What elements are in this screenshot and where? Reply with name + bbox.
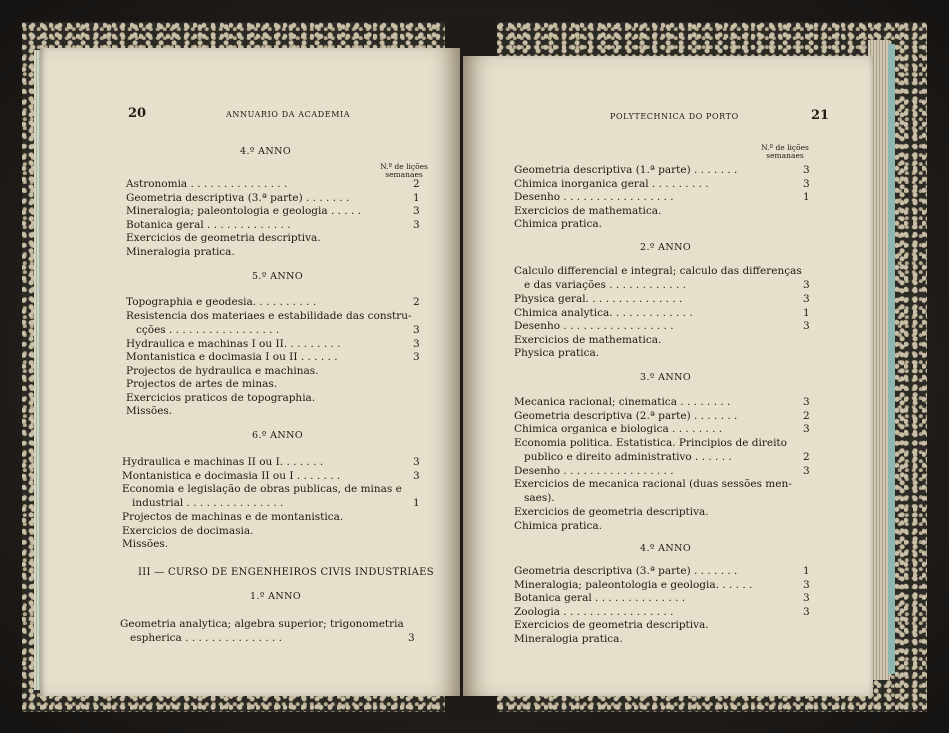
list-item — [514, 164, 814, 178]
weekly-lessons-count: 3 — [408, 632, 415, 644]
list-item — [126, 178, 426, 192]
list-item — [126, 219, 426, 233]
list-item — [126, 232, 426, 246]
course-label: Physica pratica. — [514, 347, 600, 359]
course-label: Economia politica. Estatistica. Principios de direito — [514, 436, 787, 449]
weekly-lessons-count: 3 — [803, 164, 810, 176]
weekly-lessons-count: 2 — [803, 409, 810, 422]
course-label: Montanistica e docimasia II ou I . . . . . . . — [122, 469, 341, 482]
list-item — [514, 520, 814, 534]
course-label: Economia e legislação de obras publicas, de minas e — [122, 483, 402, 495]
course-label: Resistencia dos materiaes e estabilidade das constru- — [126, 309, 412, 322]
heading-year3-right: 3.º ANNO — [640, 372, 692, 383]
course-label-continued: cções . . . . . . . . . . . . . . . . . — [136, 323, 280, 336]
weekly-lessons-count: 1 — [413, 191, 420, 204]
lessons-note-right: N.º de lições semanaes — [761, 143, 809, 160]
list-item — [122, 483, 422, 511]
course-label: Botanica geral . . . . . . . . . . . . . — [126, 218, 291, 231]
weekly-lessons-count: 1 — [803, 191, 810, 203]
course-label-continued: industrial . . . . . . . . . . . . . . . — [132, 497, 284, 509]
course-label: Desenho . . . . . . . . . . . . . . . . . — [514, 464, 674, 477]
weekly-lessons-count: 1 — [413, 497, 420, 509]
course-label: Topographia e geodesia. . . . . . . . . . — [126, 296, 317, 308]
course-label-continued: publico e direito administrativo . . . . . . — [524, 450, 732, 463]
course-label: Geometria descriptiva (1.ª parte) . . . . . . . — [514, 164, 738, 176]
list-item — [514, 410, 814, 424]
list-item — [122, 511, 422, 525]
course-label: Exercicios praticos de topographia. — [126, 391, 316, 404]
course-label: Chimica pratica. — [514, 519, 603, 532]
weekly-lessons-count: 3 — [803, 592, 810, 604]
list-item — [514, 579, 814, 593]
list-item — [126, 405, 426, 419]
weekly-lessons-count: 3 — [413, 205, 420, 217]
course-label: Geometria analytica; algebra superior; trigonometria — [120, 618, 404, 630]
list-item — [126, 338, 426, 352]
course-label: Geometria descriptiva (3.ª parte) . . . . . . . — [514, 565, 738, 577]
course-label: Exercicios de geometria descriptiva. — [514, 506, 709, 518]
course-label: Chimica analytica. . . . . . . . . . . . . — [514, 306, 693, 319]
course-label: Exercicios de mathematica. — [514, 204, 662, 217]
list-item — [126, 205, 426, 219]
course-label: Geometria descriptiva (3.ª parte) . . . . . . . — [126, 191, 350, 204]
list-item — [514, 506, 814, 520]
course-label: Mineralogia pratica. — [514, 632, 623, 645]
course-label: Astronomia . . . . . . . . . . . . . . . — [126, 178, 288, 190]
list-item — [514, 307, 814, 321]
page-number-left: 20 — [128, 106, 147, 121]
running-head-right: POLYTECHNICA DO PORTO — [610, 112, 739, 121]
heading-year4-right: 4.º ANNO — [640, 543, 692, 554]
course-heading: III — CURSO DE ENGENHEIROS CIVIS INDUSTRIAES — [138, 567, 434, 578]
list-item — [126, 192, 426, 206]
list-item — [514, 633, 814, 647]
course-label: Exercicios de mecanica racional (duas sessões men- — [514, 478, 792, 490]
list-item — [126, 296, 426, 310]
list-item — [514, 265, 814, 293]
weekly-lessons-count: 3 — [413, 337, 420, 350]
list-item — [120, 618, 420, 646]
course-label-continued: espherica . . . . . . . . . . . . . . . — [130, 632, 282, 644]
weekly-lessons-count: 3 — [803, 464, 810, 477]
list-item — [126, 310, 426, 338]
list-item — [126, 392, 426, 406]
list-item — [126, 365, 426, 379]
course-label: Hydraulica e machinas I ou II. . . . . . . . . — [126, 337, 341, 350]
list-item — [514, 565, 814, 579]
list-item — [126, 351, 426, 365]
weekly-lessons-count: 3 — [803, 605, 810, 618]
heading-year2-right: 2.º ANNO — [640, 242, 692, 253]
course-label: Missões. — [126, 405, 173, 417]
course-label: Physica geral. . . . . . . . . . . . . . . — [514, 293, 683, 305]
course-label: Desenho . . . . . . . . . . . . . . . . . — [514, 320, 674, 332]
right-edge-tint — [888, 44, 895, 674]
course-label: Montanistica e docimasia I ou II . . . . . . — [126, 351, 338, 363]
weekly-lessons-count: 3 — [803, 293, 810, 305]
heading-year4-left: 4.º ANNO — [240, 146, 292, 157]
weekly-lessons-count: 3 — [803, 279, 810, 291]
list-item — [122, 525, 422, 539]
course-label: Chimica pratica. — [514, 218, 603, 230]
course-label: Mineralogia; paleontologia e geologia. . . . . . — [514, 578, 753, 591]
list-item — [514, 423, 814, 437]
left-page — [40, 48, 460, 696]
weekly-lessons-count: 3 — [803, 578, 810, 591]
course-label: Botanica geral . . . . . . . . . . . . . . — [514, 592, 686, 604]
course-label: Exercicios de geometria descriptiva. — [514, 619, 709, 631]
list-item — [514, 293, 814, 307]
weekly-lessons-count: 3 — [413, 323, 420, 336]
list-item — [126, 246, 426, 260]
course-label: Zoologia . . . . . . . . . . . . . . . . . — [514, 605, 674, 618]
heading-course-year1: 1.º ANNO — [250, 591, 302, 602]
course-label: Desenho . . . . . . . . . . . . . . . . . — [514, 191, 674, 203]
list-item — [514, 478, 814, 506]
course-label: Projectos de machinas e de montanistica. — [122, 511, 344, 523]
weekly-lessons-count: 2 — [413, 296, 420, 308]
list-item — [122, 470, 422, 484]
course-label: Projectos de hydraulica e machinas. — [126, 364, 319, 377]
course-label: Missões. — [122, 538, 169, 550]
course-label: Projectos de artes de minas. — [126, 378, 278, 390]
course-label: Chimica inorganica geral . . . . . . . . . — [514, 177, 709, 190]
list-item — [514, 178, 814, 192]
list-item — [514, 218, 814, 232]
list-item — [514, 205, 814, 219]
weekly-lessons-count: 1 — [803, 306, 810, 319]
list-item — [126, 378, 426, 392]
weekly-lessons-count: 2 — [803, 450, 810, 463]
heading-year6-left: 6.º ANNO — [252, 430, 304, 441]
weekly-lessons-count: 3 — [413, 456, 420, 468]
course-label: Exercicios de mathematica. — [514, 333, 662, 346]
list-item — [514, 347, 814, 361]
weekly-lessons-count: 3 — [803, 320, 810, 332]
list-item — [514, 619, 814, 633]
list-item — [514, 437, 814, 465]
right-page — [463, 56, 873, 696]
weekly-lessons-count: 1 — [803, 565, 810, 577]
list-item — [514, 191, 814, 205]
running-head-left: ANNUARIO DA ACADEMIA — [226, 110, 351, 119]
list-item — [122, 456, 422, 470]
list-item — [514, 320, 814, 334]
page-number-right: 21 — [811, 108, 830, 123]
course-label: Calculo differencial e integral; calculo das differenças — [514, 265, 802, 277]
course-label: Hydraulica e machinas II ou I. . . . . . . — [122, 456, 324, 468]
course-label: Exercicios de geometria descriptiva. — [126, 232, 321, 244]
list-item — [514, 465, 814, 479]
heading-year5-left: 5.º ANNO — [252, 271, 304, 282]
list-item — [514, 606, 814, 620]
course-label-continued: saes). — [524, 492, 555, 504]
course-label: Mineralogia pratica. — [126, 245, 235, 258]
course-label: Mineralogia; paleontologia e geologia . . . . . — [126, 205, 361, 217]
course-label: Mecanica racional; cinematica . . . . . . . . — [514, 396, 731, 408]
weekly-lessons-count: 3 — [803, 177, 810, 190]
weekly-lessons-count: 3 — [803, 396, 810, 408]
course-label: Chimica organica e biologica . . . . . . . . — [514, 423, 723, 435]
list-item — [514, 396, 814, 410]
lessons-note-left: N.º de lições semanaes — [380, 162, 428, 179]
weekly-lessons-count: 2 — [413, 178, 420, 190]
weekly-lessons-count: 3 — [413, 218, 420, 231]
course-label: Geometria descriptiva (2.ª parte) . . . . . . . — [514, 409, 738, 422]
list-item — [514, 592, 814, 606]
course-label-continued: e das variações . . . . . . . . . . . . — [524, 279, 686, 291]
course-label: Exercicios de docimasia. — [122, 524, 254, 537]
weekly-lessons-count: 3 — [413, 469, 420, 482]
weekly-lessons-count: 3 — [413, 351, 420, 363]
list-item — [122, 538, 422, 552]
weekly-lessons-count: 3 — [803, 423, 810, 435]
list-item — [514, 334, 814, 348]
